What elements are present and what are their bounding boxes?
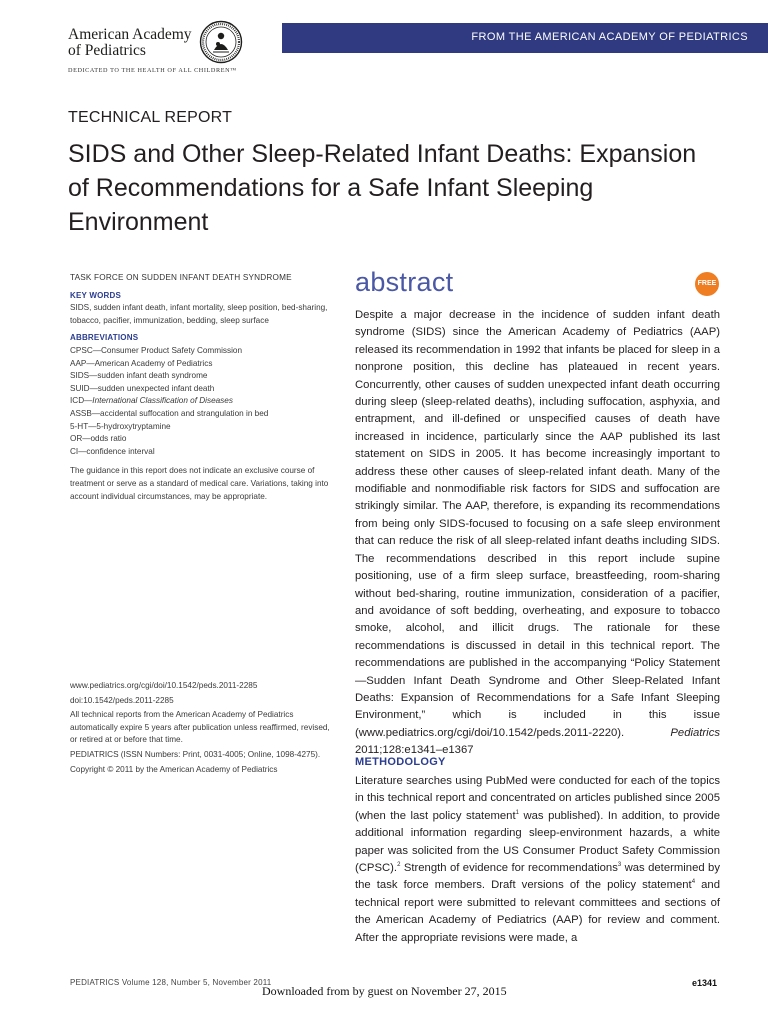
methodology-heading: METHODOLOGY	[355, 756, 446, 768]
abbreviation-item: 5-HT—5-hydroxytryptamine	[70, 421, 171, 431]
abbreviations-heading: ABBREVIATIONS	[70, 333, 139, 343]
abstract-body	[355, 307, 720, 760]
methodology-body	[355, 773, 720, 947]
methodology-text: Literature searches using PubMed were conducted for each of the topics in this technical report and concentrated on articles published since 2005 (when the last policy statement$^1$ was published). In addition, to provide additional information regarding sleep-environment hazards, a white paper was solicited from the US Consumer Product Safety Commission (CPSC).$^2$ Strength of evidence for recommendations$^3$ was determined by the task force members. Draft versions of the policy statement$^4$ and technical report were submitted to relevant committees and sections of the American Academy of Pediatrics (AAP) for review and comment. After the appropriate revisions were made, a	[355, 775, 720, 944]
org-name-line2: of Pediatrics	[68, 42, 146, 59]
abstract-text: Despite a major decrease in the incidence of sudden infant death syndrome (SIDS) since the American Academy of Pediatrics (AAP) released its recommendation in 1992 that infants be placed for sleep in a nonprone position, this decline has plateaued in recent years. Concurrently, other causes of sudden unexpected infant death occurring during sleep (sleep-related deaths), including suffocation, asphyxia, and entrapment, and ill-defined or unspecified causes of death have increased in incidence, particularly since the AAP published its last statement on SIDS in 2005. It has become increasingly important to address these other causes of sleep-related infant death. Many of the modifiable and nonmodifiable risk factors for SIDS and suffocation are strikingly similar. The AAP, therefore, is expanding its recommendations from being only SIDS-focused to focusing on a safe sleep environment that can reduce the risk of all sleep-related infant deaths including SIDS. The recommendations described in this report include supine positioning, use of a firm sleep surface, breastfeeding, room-sharing without bed-sharing, routine immunization, consideration of a pacifier, and avoidance of soft bedding, overheating, and exposure to tobacco smoke, alcohol, and illicit drugs. The rationale for these recommendations is discussed in detail in this technical report. The recommendations are published in the accompanying “Policy Statement—Sudden Infant Death Syndrome and Other Sleep-Related Infant Deaths: Expansion of Recommendations for a Safe Infant Sleeping Environment,” which is included in this issue (www.pediatrics.org/cgi/doi/10.1542/peds.2011-2220). Pediatrics 2011;128:e1341–e1367	[355, 309, 720, 757]
footer-journal: PEDIATRICS Volume 128, Number 5, November 2011	[70, 978, 272, 987]
abbreviation-item: ASSB—accidental suffocation and strangulation in bed	[70, 408, 269, 418]
abbreviation-item: OR—odds ratio	[70, 434, 127, 444]
banner-text: FROM THE AMERICAN ACADEMY OF PEDIATRICS	[471, 31, 748, 43]
org-name-line1: American Academy	[68, 26, 192, 43]
article-doi: doi:10.1542/peds.2011-2285	[70, 695, 174, 705]
aap-seal-icon	[199, 20, 243, 64]
sidebar-publication-info	[70, 680, 338, 776]
abstract-heading: abstract	[355, 267, 454, 297]
abbreviation-item: ICD—International Classification of Diseases	[70, 396, 233, 406]
citation-detail: 2011;128:e1341–e1367	[355, 744, 474, 757]
abbreviation-item: SUID—sudden unexpected infant death	[70, 383, 215, 393]
citation-journal: Pediatrics	[670, 726, 720, 739]
guidance-note: The guidance in this report does not indicate an exclusive course of treatment or serve as a standard of medical care. Variations, taking into account individual circumstances, may be appropriate.	[70, 466, 329, 501]
task-force: TASK FORCE ON SUDDEN INFANT DEATH SYNDROME	[70, 273, 292, 282]
article-url[interactable]: www.pediatrics.org/cgi/doi/10.1542/peds.2011-2285	[70, 681, 258, 690]
abbreviation-item: CPSC—Consumer Product Safety Commission	[70, 345, 242, 355]
footnote-ref[interactable]: 2	[397, 862, 401, 869]
keywords: SIDS, sudden infant death, infant mortality, sleep position, bed-sharing, tobacco, pacifier, immunization, bedding, sleep surface	[70, 303, 328, 325]
report-type: TECHNICAL REPORT	[68, 109, 233, 126]
org-name	[68, 27, 192, 59]
abbreviation-item: AAP—American Academy of Pediatrics	[70, 358, 213, 368]
page-number: e1341	[692, 978, 718, 988]
header-banner	[282, 23, 768, 53]
sidebar-metadata	[70, 272, 338, 503]
org-tagline: DEDICATED TO THE HEALTH OF ALL CHILDREN™	[68, 67, 237, 74]
expiry-note: All technical reports from the American Academy of Pediatrics automatically expire 5 years after publication unless reaffirmed, revised, or retired at or before that time.	[70, 710, 330, 745]
free-badge: FREE	[695, 272, 719, 296]
page-title: SIDS and Other Sleep-Related Infant Deaths: Expansion of Recommendations for a Safe Infant Sleeping Environment	[68, 140, 697, 236]
issn-line: PEDIATRICS (ISSN Numbers: Print, 0031-4005; Online, 1098-4275).	[70, 749, 321, 759]
footer-download-note: Downloaded from by guest on November 27, 2015	[262, 984, 507, 998]
keywords-heading: KEY WORDS	[70, 290, 121, 300]
footnote-ref[interactable]: 4	[691, 879, 696, 886]
copyright-line: Copyright © 2011 by the American Academy of Pediatrics	[70, 764, 278, 774]
footnote-ref[interactable]: 1	[515, 810, 519, 817]
footnote-ref[interactable]: 3	[617, 862, 622, 869]
abbreviations-list	[70, 345, 338, 458]
abbreviation-item: SIDS—sudden infant death syndrome	[70, 371, 208, 381]
abbreviation-item: CI—confidence interval	[70, 446, 155, 456]
